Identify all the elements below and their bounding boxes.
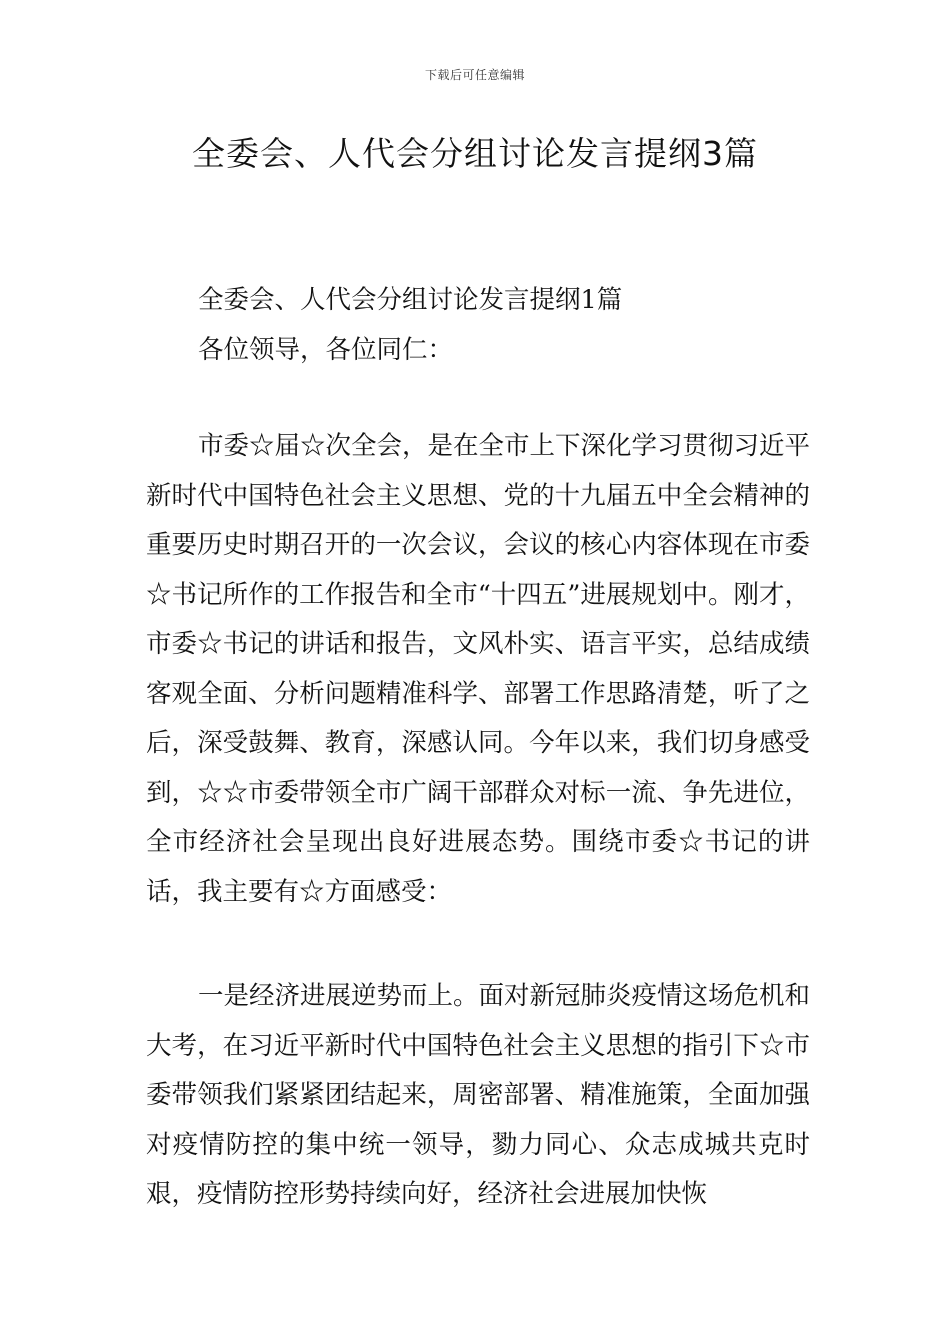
salutation: 各位领导，各位同仁： [198, 335, 454, 365]
document-subtitle: 全委会、人代会分组讨论发言提纲1篇 [198, 285, 623, 315]
document-title: 全委会、人代会分组讨论发言提纲3篇 [192, 134, 758, 173]
paragraph-point-one: 一是经济进展逆势而上。面对新冠肺炎疫情这场危机和大考，在习近平新时代中国特色社会主义思想的指引下☆市委带领我们紧紧团结起来，周密部署、精准施策，全面加强对疫情防控的集中统一领导，勠力同心、众志成城共克时艰，疫情防控形势持续向好，经济社会进展加快恢 [146, 981, 811, 1209]
header-note: 下载后可任意编辑 [424, 68, 525, 82]
paragraph-intro: 市委☆届☆次全会，是在全市上下深化学习贯彻习近平新时代中国特色社会主义思想、党的十九届五中全会精神的重要历史时期召开的一次会议，会议的核心内容体现在市委☆书记所作的工作报告和全市“十四五”进展规划中。刚才，市委☆书记的讲话和报告，文风朴实、语言平实，总结成绩客观全面、分析问题精准科学、部署工作思路清楚，听了之后，深受鼓舞、教育，深感认同。今年以来，我们切身感受到，☆☆市委带领全市广阔干部群众对标一流、争先进位，全市经济社会呈现出良好进展态势。围绕市委☆书记的讲话，我主要有☆方面感受： [146, 431, 811, 907]
